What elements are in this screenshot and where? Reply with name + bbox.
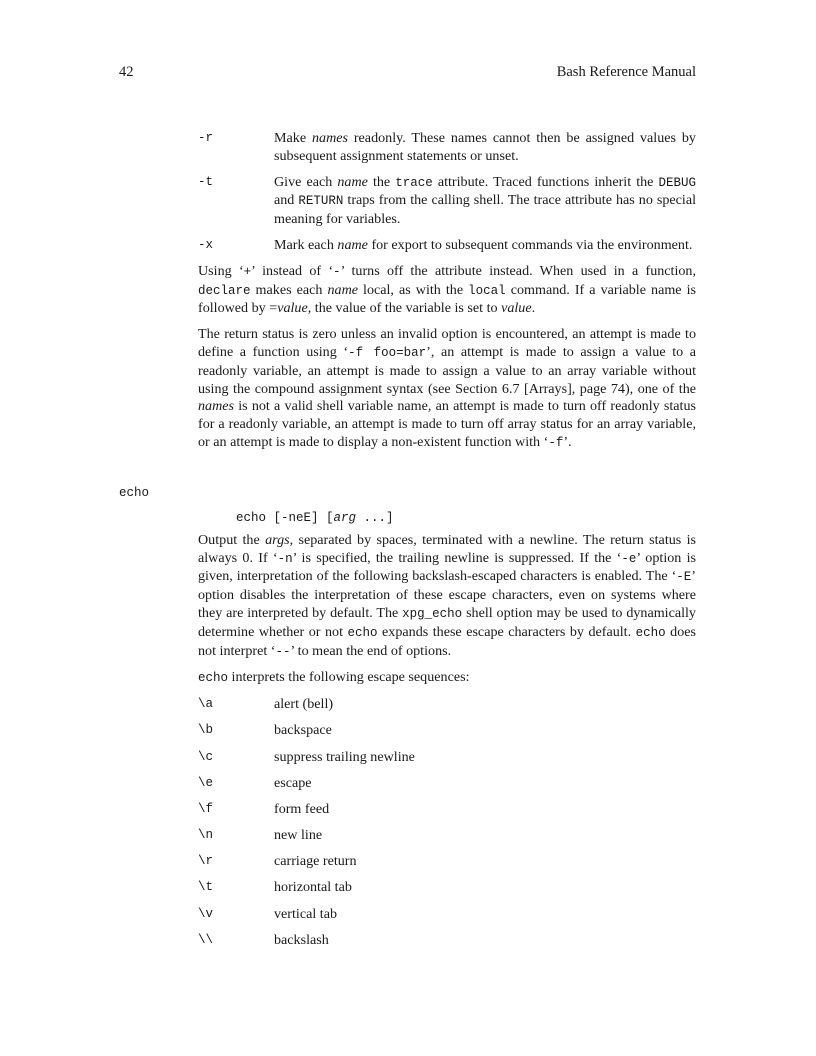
code-text: -f <box>548 435 564 450</box>
escape-meaning: horizontal tab <box>274 879 352 896</box>
code-text: echo [-neE] [ <box>236 511 334 525</box>
text-run: interprets the following escape sequences: <box>228 669 470 686</box>
text-run: shell option may be used to dynamically determine whether or not <box>198 604 696 640</box>
escape-sequence: \f <box>198 801 214 816</box>
escape-meaning: vertical tab <box>274 905 337 922</box>
option-flag: -x <box>198 237 214 252</box>
text-run: ’ option disables the interpretation of these escape characters, even on systems where they are interpreted by default. The <box>198 568 696 621</box>
text-run: and <box>274 192 299 209</box>
code-text: -- <box>275 644 291 659</box>
declare-section <box>198 130 696 461</box>
option-flag: -t <box>198 174 214 189</box>
escape-row <box>198 853 696 879</box>
code-text: RETURN <box>298 194 344 209</box>
code-text: -E <box>676 570 692 585</box>
escape-row <box>198 801 696 827</box>
emphasis-text: names <box>198 398 235 415</box>
echo-section <box>198 509 696 958</box>
text-run: , separated by spaces, terminated with a newline. The return status is always 0. If ‘ <box>198 531 697 566</box>
body-paragraph <box>198 326 696 453</box>
text-run: . <box>531 300 536 317</box>
escape-sequence: \n <box>198 828 214 843</box>
declare-options-list <box>198 130 696 255</box>
emphasis-text: args <box>265 531 290 548</box>
text-run: ’ is specified, the trailing newline is suppressed. If the ‘ <box>292 549 622 566</box>
page-number: 42 <box>119 64 134 80</box>
escape-meaning: new line <box>274 827 323 844</box>
escape-sequence: \v <box>198 906 214 921</box>
emphasis-text: name <box>337 236 368 253</box>
text-run: ’ to mean the end of options. <box>290 642 452 659</box>
emphasis-text: value <box>277 300 308 317</box>
escape-row <box>198 775 696 801</box>
text-run: Output the <box>198 531 266 548</box>
echo-description <box>198 532 696 662</box>
escape-meaning: form feed <box>274 800 330 817</box>
escape-sequence: \e <box>198 775 214 790</box>
text-run: ’ instead of ‘ <box>251 262 334 279</box>
escape-row <box>198 827 696 853</box>
escape-row <box>198 696 696 722</box>
echo-heading: echo <box>119 486 150 500</box>
code-text: local <box>468 283 506 298</box>
text-run: for export to subsequent commands via the environment. <box>367 236 693 253</box>
option-item <box>198 237 696 255</box>
code-text: DEBUG <box>658 175 697 190</box>
escape-meaning: alert (bell) <box>274 696 334 713</box>
escape-row <box>198 749 696 775</box>
escape-sequence: \r <box>198 854 214 869</box>
escape-sequence: \c <box>198 749 214 764</box>
text-run: local, as with the <box>358 281 469 298</box>
text-run: makes each <box>250 281 328 298</box>
code-text: declare <box>198 283 251 298</box>
code-text: arg <box>333 511 357 525</box>
code-text: xpg_echo <box>402 606 463 621</box>
running-title: Bash Reference Manual <box>556 64 696 80</box>
text-run: The return status is zero unless an invalid option is encountered, an attempt is made to define a function using ‘ <box>198 326 696 360</box>
escape-meaning: backspace <box>274 722 332 739</box>
text-run: attribute. Traced functions inherit the <box>432 173 659 190</box>
code-text: -f foo=bar <box>348 345 427 360</box>
code-text: echo <box>198 671 229 686</box>
text-run: ’. <box>563 433 572 450</box>
escape-meaning: escape <box>274 774 312 791</box>
code-text: ...] <box>356 511 394 525</box>
text-run: does not interpret ‘ <box>198 623 696 659</box>
escapes-intro <box>198 669 696 688</box>
escape-sequence: \\ <box>198 932 214 947</box>
code-text: echo <box>347 625 378 640</box>
text-run: is not a valid shell variable name, an attempt is made to turn off readonly status for a readonly variable, an attempt is made to turn off array status for an array variable, or an attempt is made to display a non-existent function with ‘ <box>198 398 696 450</box>
option-item <box>198 130 696 166</box>
text-run: the <box>367 173 396 190</box>
option-description <box>274 237 696 255</box>
escape-sequence: \b <box>198 723 214 738</box>
text-run: ’ option is given, interpretation of the following backslash-escaped characters is enabled. The ‘ <box>198 549 696 585</box>
escape-sequence: \t <box>198 880 214 895</box>
escape-table <box>198 696 696 958</box>
code-text: - <box>333 264 341 279</box>
option-item <box>198 174 696 229</box>
escape-row <box>198 932 696 958</box>
text-run: Make <box>274 130 312 146</box>
emphasis-text: names <box>311 130 348 146</box>
code-text: echo <box>635 625 666 640</box>
text-run: expands these escape characters by default. <box>377 623 636 640</box>
emphasis-text: value <box>501 300 532 317</box>
echo-synopsis <box>236 509 696 528</box>
text-run: Mark each <box>274 236 338 253</box>
escape-row <box>198 879 696 905</box>
escape-row <box>198 906 696 932</box>
escape-sequence: \a <box>198 697 214 712</box>
text-run: , the value of the variable is set to <box>307 300 502 317</box>
escape-row <box>198 722 696 748</box>
text-run: readonly. These names cannot then be assigned values by subsequent assignment statements or unset. <box>274 130 696 164</box>
escape-meaning: carriage return <box>274 853 357 870</box>
text-run: traps from the calling shell. The trace attribute has no special meaning for variables. <box>274 192 697 228</box>
declare-paragraphs <box>198 263 696 453</box>
option-description <box>274 130 696 166</box>
escape-meaning: suppress trailing newline <box>274 748 415 765</box>
code-text: trace <box>395 175 433 190</box>
emphasis-text: name <box>327 281 358 298</box>
text-run: ’, an attempt is made to assign a value to a readonly variable, an attempt is made to assign a value to an array variable without using the compound assignment syntax (see Section 6.7 [Arrays], page 74), one of the <box>198 343 697 397</box>
option-description <box>274 174 696 229</box>
text-run: Give each <box>274 173 338 190</box>
code-text: + <box>243 264 252 279</box>
escape-meaning: backslash <box>274 931 329 948</box>
text-run: Using ‘ <box>198 262 244 279</box>
text-run: ’ turns off the attribute instead. When used in a function, <box>340 262 697 279</box>
body-paragraph <box>198 263 696 318</box>
code-text: -e <box>621 551 637 566</box>
option-flag: -r <box>198 131 214 145</box>
code-text: -n <box>277 551 293 566</box>
text-run: command. If a variable name is followed by = <box>198 281 696 317</box>
emphasis-text: name <box>337 173 368 190</box>
